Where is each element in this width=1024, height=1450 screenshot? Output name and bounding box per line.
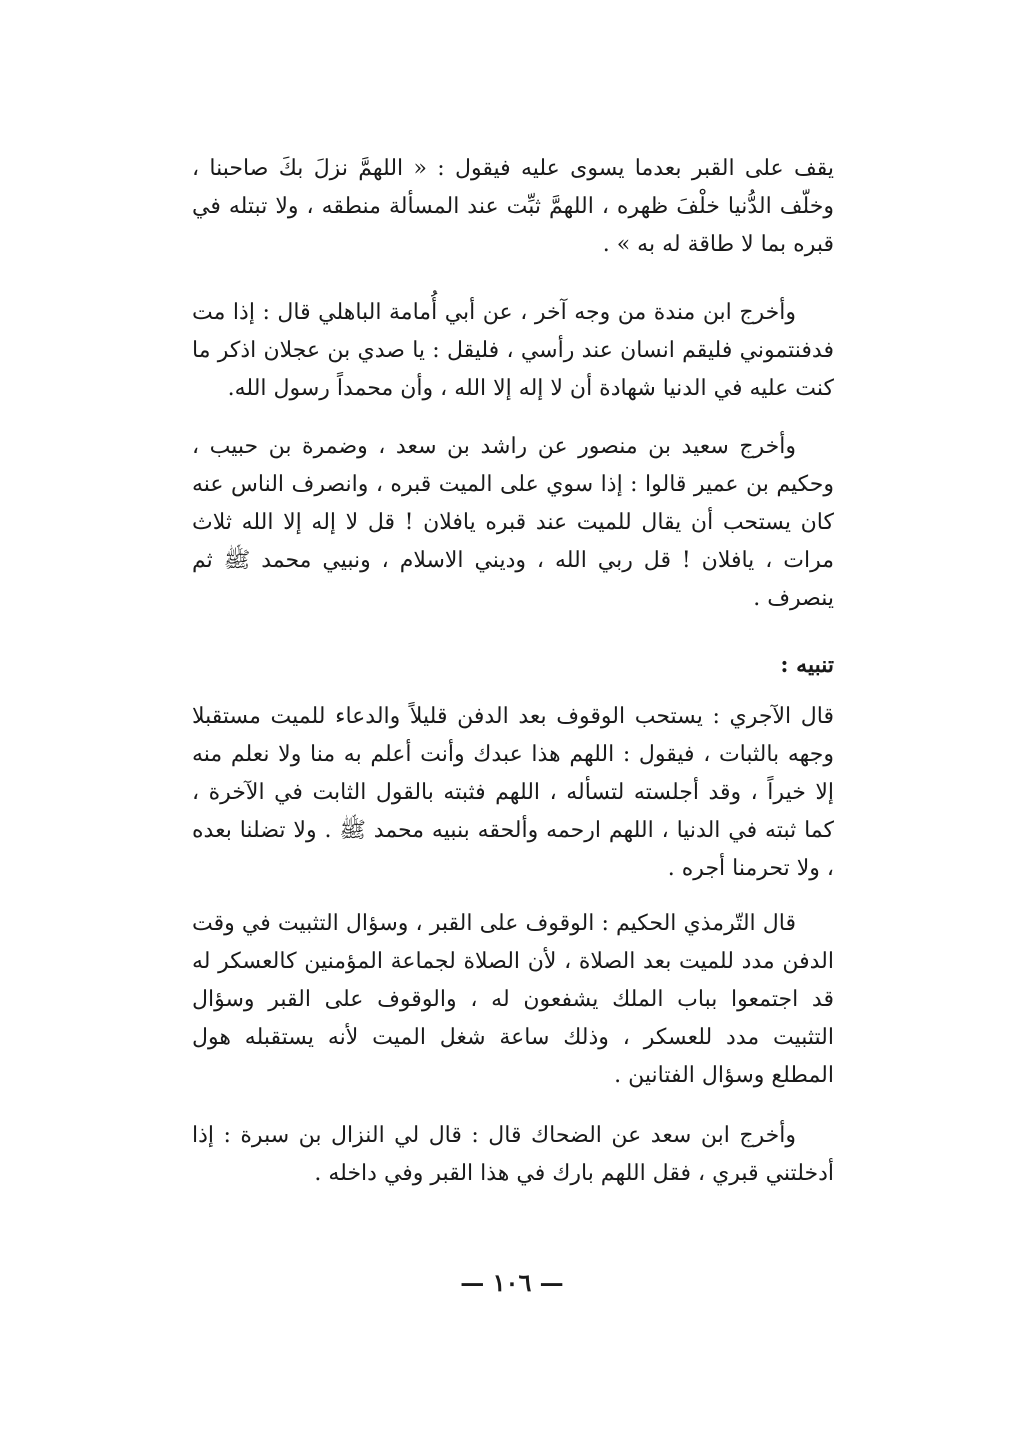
paragraph-3-text: وأخرج سعيد بن منصور عن راشد بن سعد ، وضمرة بن حبيب ، وحكيم بن عمير قالوا : إذا سوي على الميت قبره ، وانصرف الناس عنه كان يستحب أن يقال للميت عند قبره يافلان ! قل لا إله إلا الله ثلاث مرات ، يافلان ! قل ربي الله ، وديني الاسلام ، ونبيي محمد ﷺ ثم ينصرف . (192, 434, 834, 611)
paragraph-2-text: وأخرج ابن مندة من وجه آخر ، عن أبي أُمامة الباهلي قال : إذا مت فدفنتموني فليقم انسان عند رأسي ، فليقل : يا صدي بن عجلان اذكر ما كنت عليه في الدنيا شهادة أن لا إله إلا الله ، وأن محمداً رسول الله. (192, 300, 834, 401)
paragraph-1 (192, 150, 834, 264)
section-heading: تنبيه : (780, 652, 834, 678)
paragraph-2 (192, 294, 834, 408)
paragraph-3 (192, 428, 834, 618)
paragraph-6 (192, 1117, 834, 1193)
paragraph-1-text: يقف على القبر بعدما يسوى عليه فيقول : « اللهمَّ نزلَ بكَ صاحبنا ، وخلّف الدُّنيا خلْفَ ظهره ، اللهمَّ ثبِّت عند المسألة منطقه ، ولا تبتله في قبره بما لا طاقة له به » . (192, 156, 834, 257)
paragraph-6-text: وأخرج ابن سعد عن الضحاك قال : قال لي النزال بن سبرة : إذا أدخلتني قبري ، فقل اللهم بارك في هذا القبر وفي داخله . (192, 1123, 834, 1186)
paragraph-5 (192, 905, 834, 1095)
paragraph-5-text: قال التّرمذي الحكيم : الوقوف على القبر ، وسؤال التثبيت في وقت الدفن مدد للميت بعد الصلاة ، لأن الصلاة لجماعة المؤمنين كالعسكر له قد اجتمعوا بباب الملك يشفعون له ، والوقوف على القبر وسؤال التثبيت مدد للعسكر ، وذلك ساعة شغل الميت لأنه يستقبله هول المطلع وسؤال الفتانين . (192, 911, 834, 1088)
paragraph-4-text: قال الآجري : يستحب الوقوف بعد الدفن قليلاً والدعاء للميت مستقبلا وجهه بالثبات ، فيقول : اللهم هذا عبدك وأنت أعلم به منا ولا نعلم منه إلا خيراً ، وقد أجلسته لتسأله ، اللهم فثبته بالقول الثابت في الآخرة ، كما ثبته في الدنيا ، اللهم ارحمه وألحقه بنبيه محمد ﷺ . ولا تضلنا بعده ، ولا تحرمنا أجره . (192, 704, 834, 881)
paragraph-4 (192, 698, 834, 888)
page-number: — ١٠٦ — (460, 1268, 564, 1297)
